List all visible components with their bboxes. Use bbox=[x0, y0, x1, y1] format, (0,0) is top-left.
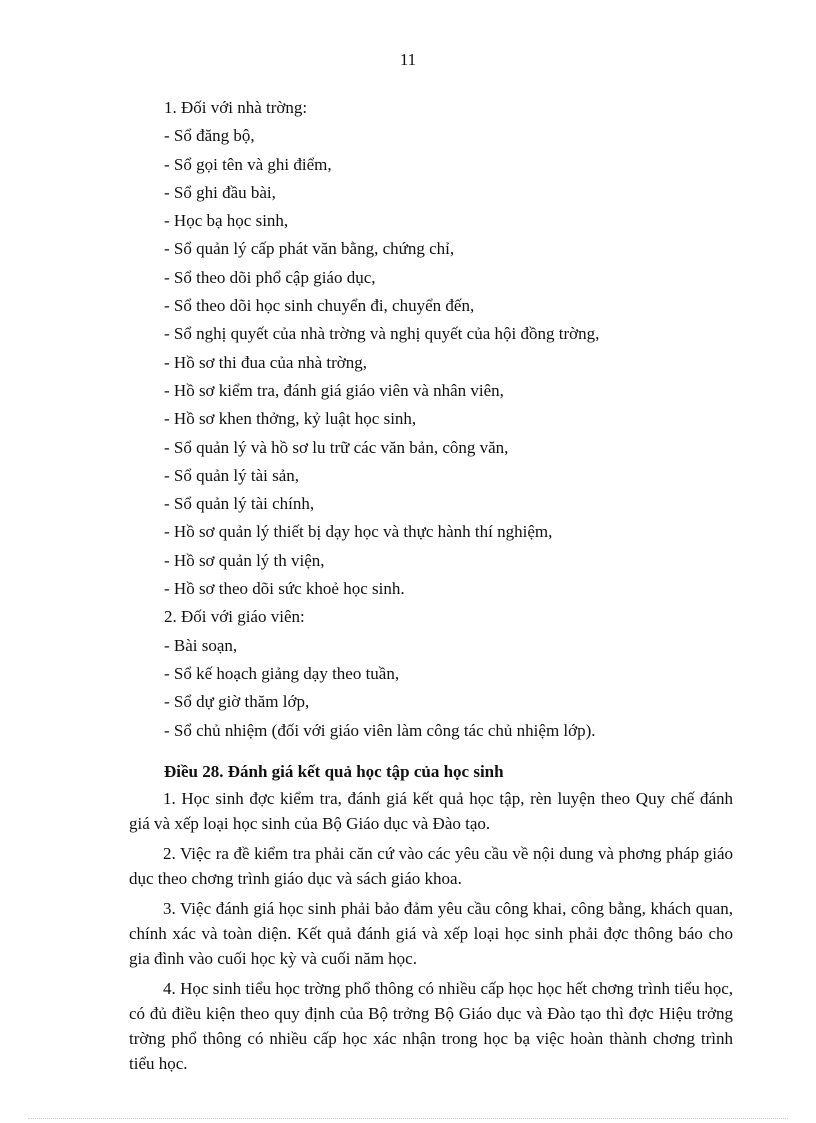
school-record-item: - Sổ quản lý và hồ sơ lu trữ các văn bản, công văn, bbox=[164, 437, 509, 457]
teacher-record-item: - Sổ chủ nhiệm (đối với giáo viên làm công tác chủ nhiệm lớp). bbox=[164, 720, 596, 740]
school-record-item: - Sổ theo dõi phổ cập giáo dục, bbox=[164, 267, 376, 287]
school-record-item: - Sổ quản lý tài sản, bbox=[164, 465, 300, 485]
school-record-item: - Sổ quản lý tài chính, bbox=[164, 494, 315, 514]
article-paragraph: 2. Việc ra đề kiểm tra phải căn cứ vào các yêu cầu về nội dung và phơng pháp giáo dục theo chơng trình giáo dục và sách giáo khoa. bbox=[129, 844, 733, 888]
school-record-item: - Sổ quản lý cấp phát văn bằng, chứng chỉ, bbox=[164, 239, 455, 259]
article-paragraph: 3. Việc đánh giá học sinh phải bảo đảm yêu cầu công khai, công bằng, khách quan, chính xác và toàn diện. Kết quả đánh giá và xếp loại học sinh phải đợc thông báo cho gia đình vào cuối học kỳ và cuối năm học. bbox=[129, 899, 733, 968]
school-records-heading: 1. Đối với nhà trờng: bbox=[164, 98, 308, 117]
school-record-item: - Hồ sơ theo dõi sức khoẻ học sinh. bbox=[164, 579, 405, 599]
teacher-records-heading: 2. Đối với giáo viên: bbox=[164, 607, 305, 627]
record-list bbox=[164, 94, 764, 745]
teacher-record-item: - Sổ dự giờ thăm lớp, bbox=[164, 692, 310, 712]
teacher-record-item: - Sổ kế hoạch giảng dạy theo tuần, bbox=[164, 663, 400, 683]
school-record-item: - Hồ sơ kiểm tra, đánh giá giáo viên và nhân viên, bbox=[164, 380, 504, 400]
school-record-item: - Sổ ghi đầu bài, bbox=[164, 182, 276, 202]
school-record-item: - Sổ gọi tên và ghi điểm, bbox=[164, 154, 332, 174]
school-record-item: - Hồ sơ thi đua của nhà trờng, bbox=[164, 352, 368, 372]
page-bottom-divider bbox=[28, 1118, 788, 1119]
school-record-item: - Sổ đăng bộ, bbox=[164, 126, 255, 146]
school-record-item: - Sổ nghị quyết của nhà trờng và nghị quyết của hội đồng trờng, bbox=[164, 324, 600, 344]
school-record-item: - Học bạ học sinh, bbox=[164, 211, 289, 231]
school-record-item: - Sổ theo dõi học sinh chuyển đi, chuyển đến, bbox=[164, 296, 475, 316]
article-paragraph: 1. Học sinh đợc kiểm tra, đánh giá kết quả học tập, rèn luyện theo Quy chế đánh giá và xếp loại học sinh của Bộ Giáo dục và Đào tạo. bbox=[129, 789, 733, 833]
article-title: Điều 28. Đánh giá kết quả học tập của học sinh bbox=[164, 762, 504, 781]
page-number: 11 bbox=[399, 50, 417, 69]
school-record-item: - Hồ sơ quản lý th viện, bbox=[164, 550, 325, 570]
school-record-item: - Hồ sơ quản lý thiết bị dạy học và thực hành thí nghiệm, bbox=[164, 522, 553, 542]
teacher-record-item: - Bài soạn, bbox=[164, 635, 238, 655]
article-body bbox=[129, 786, 733, 1081]
school-record-item: - Hồ sơ khen thởng, kỷ luật học sinh, bbox=[164, 409, 417, 429]
article-paragraph: 4. Học sinh tiểu học trờng phổ thông có nhiều cấp học học hết chơng trình tiểu học, có đủ điều kiện theo quy định của Bộ trởng Bộ Giáo dục và Đào tạo thì đợc Hiệu trởng trờng phổ thông có nhiều cấp học xác nhận trong học bạ việc hoàn thành chơng trình tiểu học. bbox=[129, 979, 733, 1073]
